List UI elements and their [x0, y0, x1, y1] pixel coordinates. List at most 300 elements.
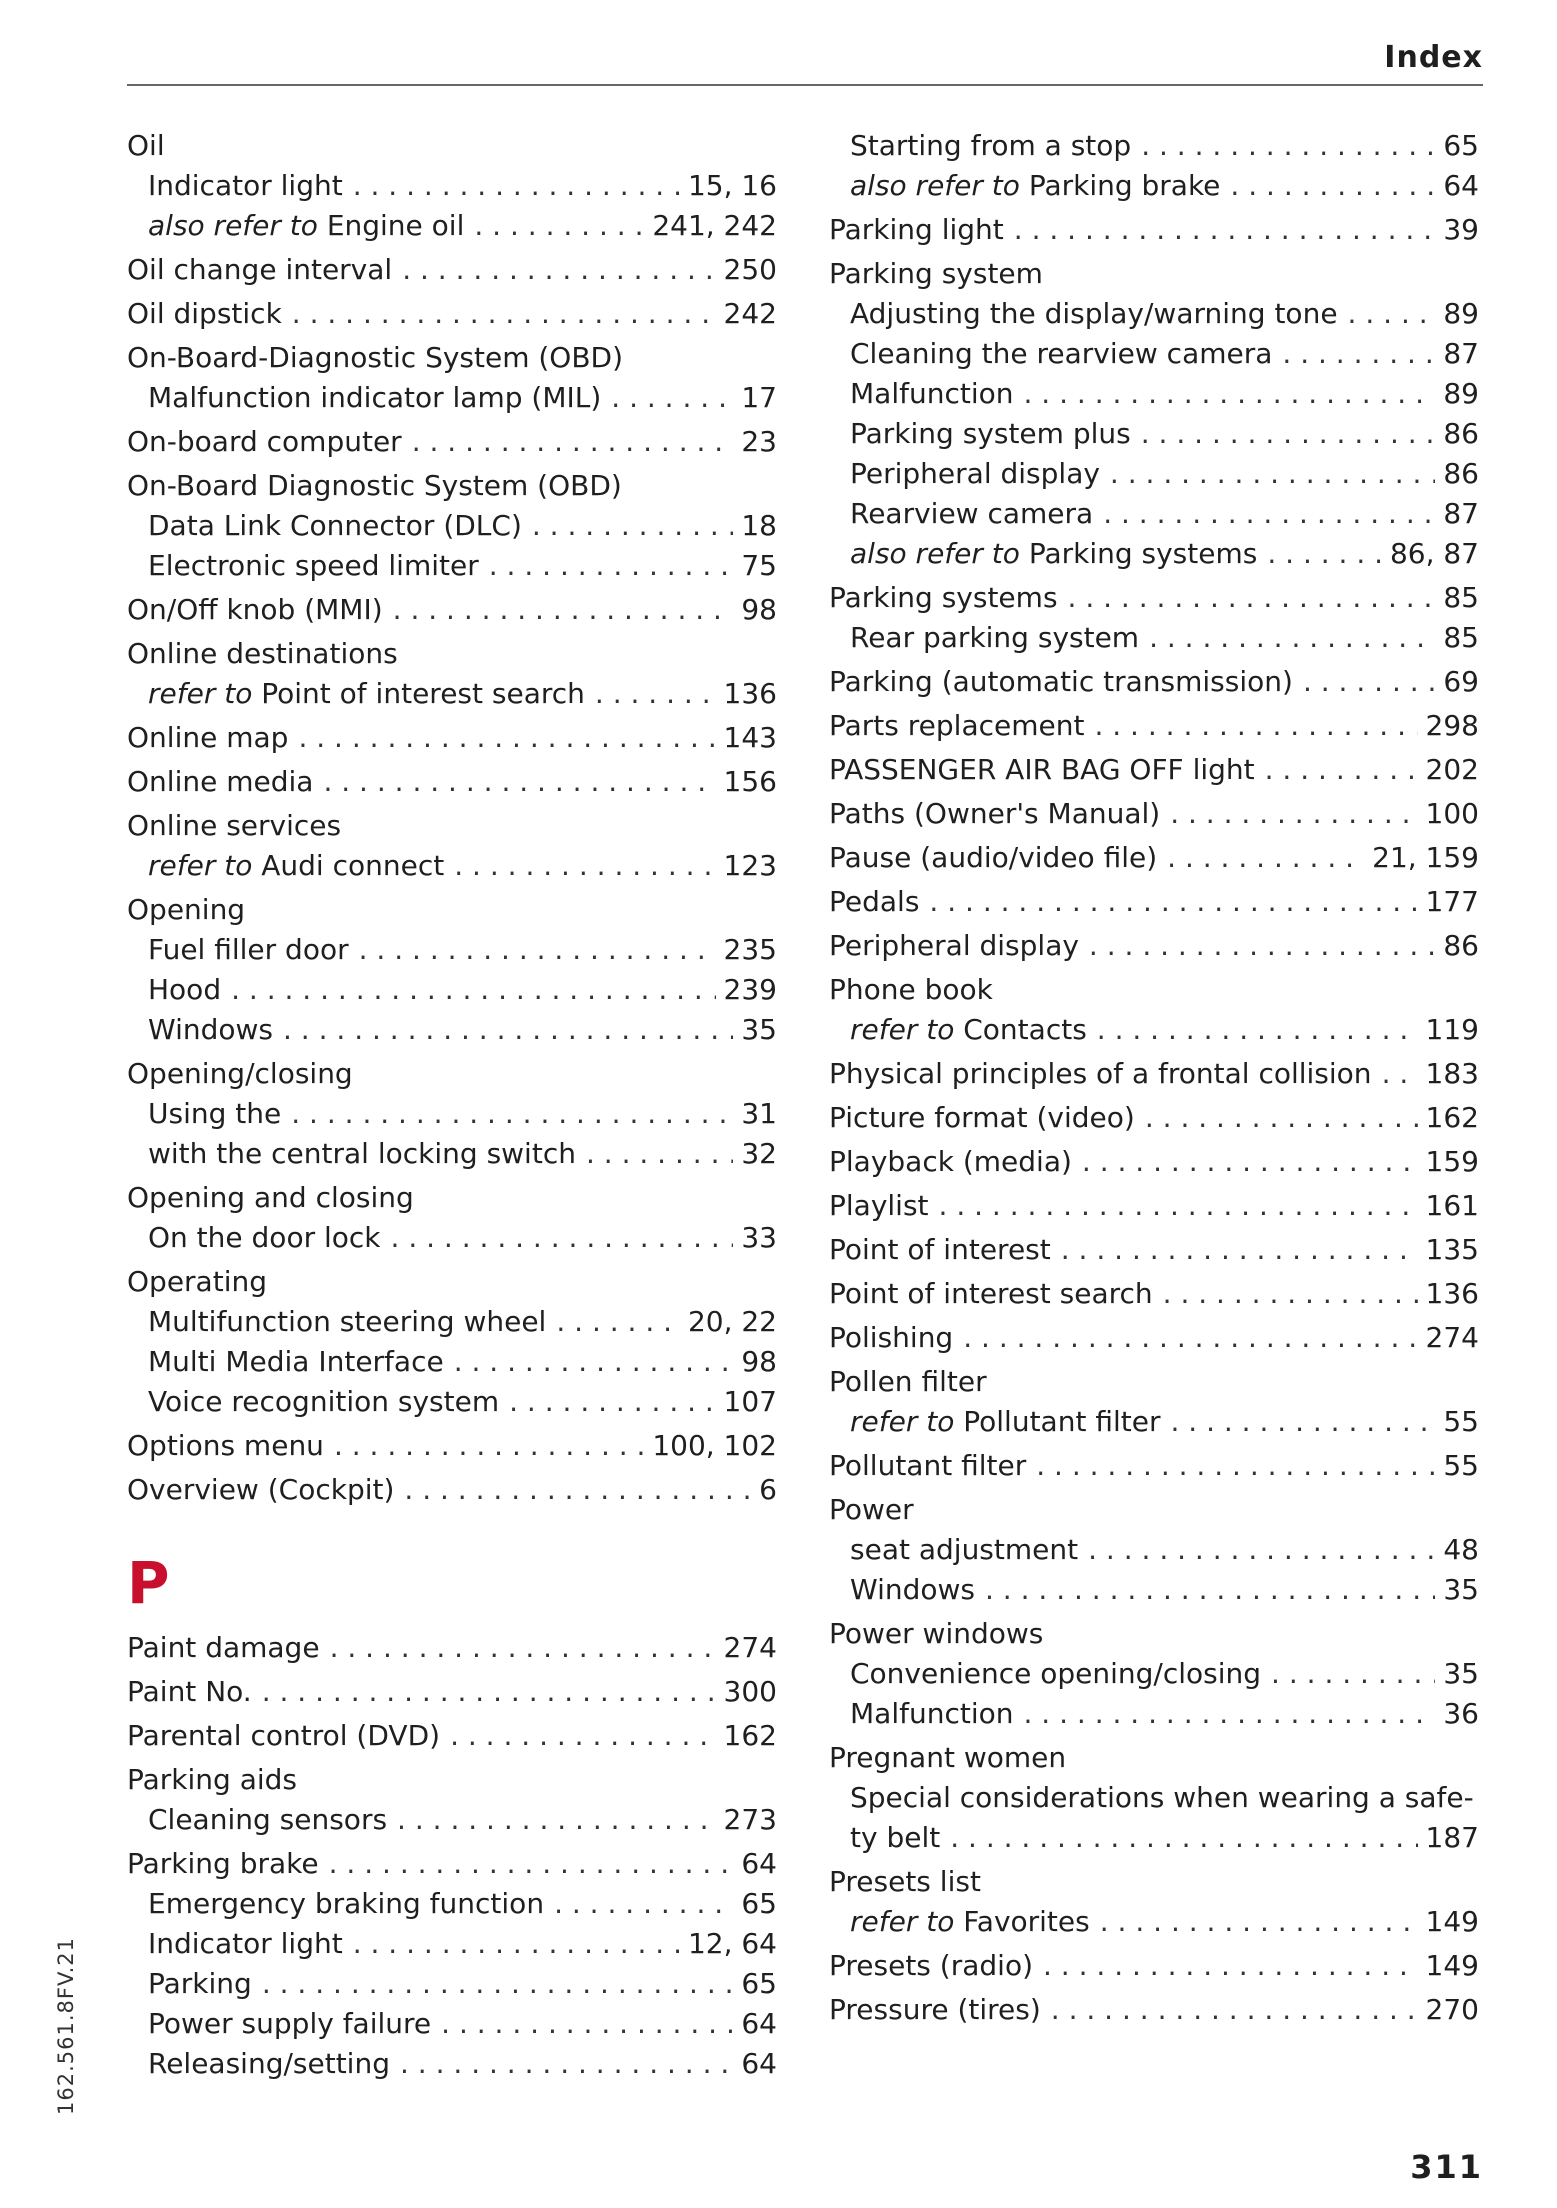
entry-term-text: Pollutant filter [829, 1449, 1027, 1482]
cross-reference-label: refer to [850, 1905, 955, 1938]
index-header-title: Index [1384, 40, 1483, 75]
dot-leader [985, 1570, 1435, 1610]
entry-term-text: Favorites [963, 1905, 1090, 1938]
entry-term [148, 970, 221, 1010]
entry-page-numbers[interactable]: 298 [1425, 709, 1479, 742]
dot-leader [283, 1010, 733, 1050]
index-subentry [127, 846, 777, 886]
dot-leader [611, 378, 733, 418]
entry-term-text: Overview (Cockpit) [127, 1473, 395, 1506]
entry-term-text: Windows [148, 1013, 273, 1046]
index-subentry [127, 1800, 777, 1840]
index-subentry [829, 454, 1479, 494]
entry-page-numbers[interactable]: 135 [1425, 1233, 1479, 1266]
entry-term-text: Multifunction steering wheel [148, 1305, 547, 1338]
index-entry [127, 1054, 777, 1094]
entry-term-text: Power windows [829, 1617, 1044, 1650]
entry-term [148, 2004, 431, 2044]
index-subentry [127, 1302, 777, 1342]
entry-page-numbers[interactable]: 274 [1425, 1321, 1479, 1354]
index-subentry [127, 674, 777, 714]
entry-term [127, 126, 165, 166]
entry-term-text: Point of interest search [261, 677, 585, 710]
entry-page-numbers[interactable]: 86 [1443, 417, 1479, 450]
entry-term-text: Pause (audio/video file) [829, 841, 1158, 874]
dot-leader [586, 1134, 733, 1174]
entry-term [148, 2044, 390, 2084]
entry-term [127, 1054, 353, 1094]
entry-page-numbers[interactable]: 270 [1425, 1993, 1479, 2026]
index-entry [829, 706, 1479, 746]
page-number: 311 [1410, 2148, 1483, 2186]
entry-term [829, 1614, 1043, 1654]
entry-term-text: Online destinations [127, 637, 398, 670]
dot-leader [334, 1426, 644, 1466]
dot-leader [402, 250, 715, 290]
entry-term-text: Online services [127, 809, 342, 842]
entry-term-text: Multi Media Interface [148, 1345, 444, 1378]
entry-term [850, 454, 1100, 494]
dot-leader [292, 294, 716, 334]
entry-term-text: Pollen filter [829, 1365, 987, 1398]
entry-term [829, 838, 1157, 878]
entry-term-text: Paint No. [127, 1675, 252, 1708]
entry-term [148, 1964, 252, 2004]
entry-page-numbers[interactable]: 300 [723, 1675, 777, 1708]
entry-term [850, 374, 1013, 414]
entry-term [148, 1134, 576, 1174]
dot-leader [298, 718, 715, 758]
entry-term [148, 546, 479, 586]
entry-page-numbers[interactable]: 107 [723, 1385, 777, 1418]
entry-page-numbers[interactable]: 86 [1443, 929, 1479, 962]
entry-page-numbers[interactable]: 123 [723, 849, 777, 882]
entry-term [127, 634, 398, 674]
dot-leader [262, 1964, 734, 2004]
index-entry [127, 1672, 777, 1712]
index-subentry [829, 334, 1479, 374]
cross-reference-label: also refer to [850, 169, 1020, 202]
entry-page-numbers[interactable]: 162 [1425, 1101, 1479, 1134]
entry-page-numbers[interactable]: 36 [1443, 1697, 1479, 1730]
entry-term-text: Options menu [127, 1429, 324, 1462]
entry-page-numbers[interactable]: 65 [1443, 129, 1479, 162]
entry-term-text: On the door lock [148, 1221, 381, 1254]
entry-term-text: Operating [127, 1265, 267, 1298]
entry-page-numbers[interactable]: 161 [1425, 1189, 1479, 1222]
index-entry [829, 970, 1479, 1010]
entry-term [850, 166, 1220, 206]
entry-page-numbers[interactable]: 149 [1425, 1949, 1479, 1982]
entry-term-text: with the central locking switch [148, 1137, 576, 1170]
entry-page-numbers[interactable]: 273 [723, 1803, 777, 1836]
cross-reference-label: refer to [850, 1405, 955, 1438]
index-entry [829, 838, 1479, 878]
entry-page-numbers[interactable]: 202 [1425, 753, 1479, 786]
entry-term-text: Online map [127, 721, 289, 754]
right-entries [829, 126, 1479, 2030]
entry-term-text: Peripheral display [850, 457, 1100, 490]
entry-page-numbers[interactable]: 20, 22 [687, 1305, 777, 1338]
entry-term [148, 674, 585, 714]
entry-page-numbers[interactable]: 55 [1443, 1449, 1479, 1482]
document-code: 162.561.8FV.21 [54, 1936, 78, 2115]
index-entry [127, 634, 777, 674]
entry-page-numbers[interactable]: 241, 242 [652, 209, 777, 242]
entry-term-text: Pregnant women [829, 1741, 1067, 1774]
entry-term [850, 294, 1338, 334]
dot-leader [1265, 750, 1418, 790]
entry-page-numbers[interactable]: 235 [723, 933, 777, 966]
index-entry [829, 1362, 1479, 1402]
entry-term [127, 1178, 414, 1218]
entry-term-text: Opening and closing [127, 1181, 414, 1214]
entry-page-numbers[interactable]: 55 [1443, 1405, 1479, 1438]
entry-term-text: Playback (media) [829, 1145, 1072, 1178]
entry-term [148, 206, 464, 246]
entry-term [127, 1844, 319, 1884]
entry-term-text: Parking systems [1028, 537, 1258, 570]
entry-page-numbers[interactable]: 250 [723, 253, 777, 286]
index-entry [829, 1862, 1479, 1902]
dot-leader [1051, 1990, 1418, 2030]
index-entry [829, 1490, 1479, 1530]
index-entry [127, 250, 777, 290]
index-subentry [127, 1010, 777, 1050]
entry-page-numbers[interactable]: 119 [1425, 1013, 1479, 1046]
entry-page-numbers[interactable]: 35 [1443, 1657, 1479, 1690]
entry-term-text: Starting from a stop [850, 129, 1132, 162]
entry-term-text: Point of interest [829, 1233, 1051, 1266]
index-entry [127, 1262, 777, 1302]
dot-leader [474, 206, 644, 246]
entry-page-numbers[interactable]: 143 [723, 721, 777, 754]
entry-page-numbers[interactable]: 31 [741, 1097, 777, 1130]
entry-term-text: Parking light [829, 213, 1004, 246]
dot-leader [359, 930, 716, 970]
entry-page-numbers[interactable]: 12, 64 [687, 1927, 777, 1960]
entry-term [850, 126, 1131, 166]
entry-term [829, 578, 1058, 618]
entry-term-text: Special considerations when wearing a safe- [850, 1781, 1474, 1814]
entry-page-numbers[interactable]: 162 [723, 1719, 777, 1752]
index-subentry [127, 1964, 777, 2004]
index-subentry [127, 930, 777, 970]
entry-term [127, 1426, 324, 1466]
index-entry [127, 718, 777, 758]
entry-term [829, 1862, 981, 1902]
entry-term [850, 1654, 1261, 1694]
index-entry [127, 294, 777, 334]
index-entry [829, 210, 1479, 250]
dot-leader [1110, 454, 1435, 494]
entry-term-text: Rear parking system [850, 621, 1140, 654]
entry-page-numbers[interactable]: 100 [1425, 797, 1479, 830]
entry-page-numbers[interactable]: 23 [741, 425, 777, 458]
entry-term-text: Parking systems [829, 581, 1058, 614]
entry-term-text: PASSENGER AIR BAG OFF light [829, 753, 1255, 786]
dot-leader [1023, 374, 1435, 414]
dot-leader [950, 1818, 1417, 1858]
entry-term-text: Malfunction indicator lamp (MIL) [148, 381, 602, 414]
entry-page-numbers[interactable]: 18 [741, 509, 777, 542]
entry-page-numbers[interactable]: 85 [1443, 581, 1479, 614]
index-entry [829, 1274, 1479, 1314]
index-entry [829, 882, 1479, 922]
entry-term-text: Picture format (video) [829, 1101, 1135, 1134]
entry-term [148, 1302, 546, 1342]
index-subentry [127, 2004, 777, 2044]
entry-page-numbers[interactable]: 87 [1443, 497, 1479, 530]
entry-term [127, 718, 288, 758]
entry-page-numbers[interactable]: 21, 159 [1372, 841, 1479, 874]
entry-page-numbers[interactable]: 35 [1443, 1573, 1479, 1606]
entry-term-text: Power [829, 1493, 914, 1526]
entry-page-numbers[interactable]: 64 [741, 1847, 777, 1880]
entry-page-numbers[interactable]: 39 [1443, 213, 1479, 246]
entry-term-text: Oil change interval [127, 253, 393, 286]
entry-term [829, 926, 1079, 966]
index-subentry [829, 374, 1479, 414]
entry-page-numbers[interactable]: 85 [1443, 621, 1479, 654]
dot-leader [400, 2044, 733, 2084]
entry-page-numbers[interactable]: 87 [1443, 337, 1479, 370]
index-subentry [829, 618, 1479, 658]
entry-term [829, 1274, 1153, 1314]
index-subentry [829, 1818, 1479, 1858]
entry-term-text: Pressure (tires) [829, 1993, 1041, 2026]
index-subentry [829, 1570, 1479, 1610]
entry-term [148, 378, 601, 418]
entry-term [148, 1010, 273, 1050]
entry-term [829, 1186, 929, 1226]
dot-leader [1230, 166, 1435, 206]
entry-term [127, 466, 622, 506]
entry-page-numbers[interactable]: 86, 87 [1389, 537, 1479, 570]
index-entry [127, 890, 777, 930]
entry-page-numbers[interactable]: 65 [741, 1967, 777, 2000]
entry-term-text: Contacts [963, 1013, 1087, 1046]
entry-page-numbers[interactable]: 242 [723, 297, 777, 330]
cross-reference-label: refer to [148, 849, 253, 882]
entry-term [850, 1778, 1474, 1818]
entry-term-text: Cleaning the rearview camera [850, 337, 1273, 370]
entry-term [850, 1818, 940, 1858]
index-entry [829, 1990, 1479, 2030]
dot-leader [397, 1800, 716, 1840]
index-subentry [127, 166, 777, 206]
entry-page-numbers[interactable]: 48 [1443, 1533, 1479, 1566]
entry-term [850, 494, 1093, 534]
entry-term-text: Parking aids [127, 1763, 298, 1796]
index-entry [829, 1446, 1479, 1486]
entry-page-numbers[interactable]: 136 [1425, 1277, 1479, 1310]
entry-term-text: Pedals [829, 885, 920, 918]
entry-term-text: seat adjustment [850, 1533, 1079, 1566]
dot-leader [1082, 1142, 1418, 1182]
entry-term-text: Parental control (DVD) [127, 1719, 441, 1752]
entry-term-text: Parking brake [127, 1847, 319, 1880]
header-rule [127, 84, 1483, 86]
index-entry [829, 1142, 1479, 1182]
entry-term [829, 1142, 1072, 1182]
dot-leader [1036, 1446, 1435, 1486]
entry-page-numbers[interactable]: 89 [1443, 377, 1479, 410]
entry-term-text: Oil [127, 129, 165, 162]
index-subentry [127, 2044, 777, 2084]
index-entry [127, 1716, 777, 1756]
index-subentry [127, 1924, 777, 1964]
entry-term [829, 706, 1084, 746]
dot-leader [556, 1302, 680, 1342]
entry-page-numbers[interactable]: 159 [1425, 1145, 1479, 1178]
entry-page-numbers[interactable]: 64 [741, 2007, 777, 2040]
index-entry [829, 662, 1479, 702]
entry-term-text: Phone book [829, 973, 993, 1006]
entry-term [148, 1382, 499, 1422]
entry-page-numbers[interactable]: 183 [1425, 1057, 1479, 1090]
entry-term [850, 1530, 1078, 1570]
dot-leader [1141, 126, 1435, 166]
entry-page-numbers[interactable]: 187 [1425, 1821, 1479, 1854]
index-entry [829, 254, 1479, 294]
dot-leader [454, 1342, 734, 1382]
entry-page-numbers[interactable]: 75 [741, 549, 777, 582]
entry-term [127, 806, 341, 846]
entry-term [148, 506, 522, 546]
entry-term-text: Pollutant filter [963, 1405, 1161, 1438]
entry-page-numbers[interactable]: 98 [741, 593, 777, 626]
entry-term [829, 1446, 1026, 1486]
entry-term-text: Opening/closing [127, 1057, 353, 1090]
entry-term-text: Windows [850, 1573, 975, 1606]
entry-term-text: Parking system [829, 257, 1043, 290]
entry-page-numbers[interactable]: 89 [1443, 297, 1479, 330]
entry-term [148, 166, 343, 206]
dot-leader [489, 546, 734, 586]
dot-leader [441, 2004, 733, 2044]
index-entry [829, 1738, 1479, 1778]
dot-leader [1282, 334, 1435, 374]
entry-page-numbers[interactable]: 149 [1425, 1905, 1479, 1938]
entry-page-numbers[interactable]: 33 [741, 1221, 777, 1254]
index-subentry [829, 1402, 1479, 1442]
entry-page-numbers[interactable]: 64 [741, 2047, 777, 2080]
index-entry [829, 578, 1479, 618]
entry-page-numbers[interactable]: 156 [723, 765, 777, 798]
dot-leader [1061, 1230, 1418, 1270]
entry-term [127, 1262, 267, 1302]
entry-term [829, 662, 1293, 702]
index-subentry [829, 534, 1479, 574]
index-entry [127, 466, 777, 506]
index-entry [127, 422, 777, 462]
entry-term [850, 534, 1257, 574]
entry-term [829, 1946, 1033, 1986]
dot-leader [1145, 1098, 1418, 1138]
index-entry [127, 1844, 777, 1884]
index-subentry [829, 1778, 1479, 1818]
index-subentry [829, 294, 1479, 334]
dot-leader [1170, 794, 1417, 834]
cross-reference-label: refer to [850, 1013, 955, 1046]
dot-leader [323, 762, 715, 802]
dot-leader [1149, 618, 1435, 658]
entry-term [148, 1094, 281, 1134]
index-subentry [127, 206, 777, 246]
dot-leader [291, 1094, 733, 1134]
entry-page-numbers[interactable]: 86 [1443, 457, 1479, 490]
entry-page-numbers[interactable]: 100, 102 [652, 1429, 777, 1462]
entry-page-numbers[interactable]: 6 [759, 1473, 777, 1506]
index-subentry [127, 1342, 777, 1382]
left-entries-before-section [127, 126, 777, 1510]
entry-page-numbers[interactable]: 32 [741, 1137, 777, 1170]
entry-term-text: Opening [127, 893, 246, 926]
entry-term [829, 254, 1043, 294]
entry-page-numbers[interactable]: 239 [723, 973, 777, 1006]
entry-term [850, 1570, 975, 1610]
index-entry [127, 762, 777, 802]
dot-leader [929, 882, 1417, 922]
entry-page-numbers[interactable]: 69 [1443, 665, 1479, 698]
entry-term-text: Cleaning sensors [148, 1803, 388, 1836]
dot-leader [1170, 1402, 1435, 1442]
section-letter-p: P [127, 1549, 170, 1617]
dot-leader [1303, 662, 1435, 702]
entry-term [829, 1362, 987, 1402]
entry-page-numbers[interactable]: 15, 16 [687, 169, 777, 202]
entry-term-text: Parking brake [1028, 169, 1221, 202]
index-entry [829, 1946, 1479, 1986]
entry-page-numbers[interactable]: 98 [741, 1345, 777, 1378]
entry-term [850, 1402, 1160, 1442]
entry-term [850, 334, 1272, 374]
entry-term [127, 762, 313, 802]
entry-term [148, 846, 444, 886]
entry-page-numbers[interactable]: 35 [741, 1013, 777, 1046]
entry-term-text: Hood [148, 973, 222, 1006]
cross-reference-label: refer to [148, 677, 253, 710]
entry-page-numbers[interactable]: 65 [741, 1887, 777, 1920]
entry-term [127, 1716, 440, 1756]
index-entry [127, 1178, 777, 1218]
entry-term [829, 794, 1160, 834]
entry-page-numbers[interactable]: 274 [723, 1631, 777, 1664]
entry-page-numbers[interactable]: 136 [723, 677, 777, 710]
entry-term [148, 1884, 544, 1924]
dot-leader [1103, 494, 1435, 534]
dot-leader [262, 1672, 716, 1712]
entry-term-text: Parts replacement [829, 709, 1085, 742]
entry-term-text: Adjusting the display/warning tone [850, 297, 1338, 330]
entry-page-numbers[interactable]: 64 [1443, 169, 1479, 202]
entry-term-text: Presets (radio) [829, 1949, 1033, 1982]
entry-term [148, 1800, 387, 1840]
entry-term-text: On-Board-Diagnostic System (OBD) [127, 341, 624, 374]
dot-leader [353, 1924, 680, 1964]
entry-term [127, 250, 392, 290]
dot-leader [1043, 1946, 1418, 1986]
index-subentry [127, 1134, 777, 1174]
entry-page-numbers[interactable]: 177 [1425, 885, 1479, 918]
entry-term-text: Presets list [829, 1865, 981, 1898]
entry-term-text: Rearview camera [850, 497, 1094, 530]
index-subentry [829, 1530, 1479, 1570]
index-subentry [127, 1218, 777, 1258]
entry-page-numbers[interactable]: 17 [741, 381, 777, 414]
dot-leader [1141, 414, 1436, 454]
